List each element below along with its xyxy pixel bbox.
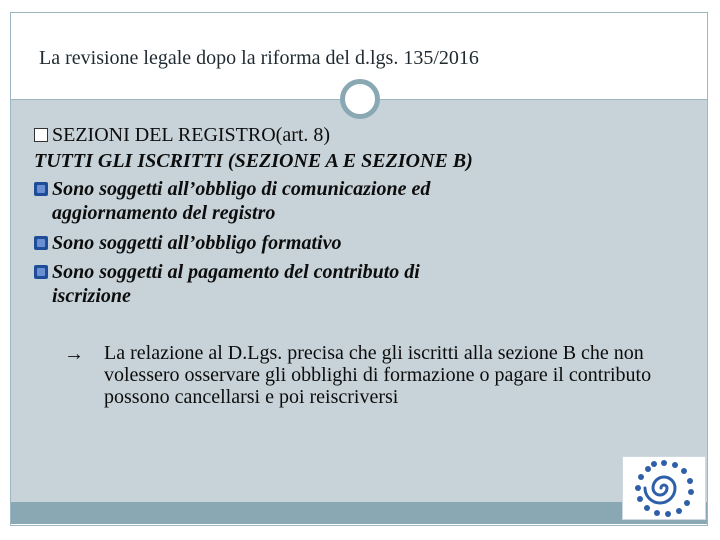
subheading: TUTTI GLI ISCRITTI (SEZIONE A E SEZIONE B) [34, 150, 473, 172]
bullet-item-3 [34, 261, 420, 284]
square-bullet-icon [34, 182, 48, 196]
spiral-sun-logo-icon [622, 456, 706, 520]
divider-circle-icon [340, 79, 380, 119]
logo-graphic [623, 457, 705, 519]
slide-title: La revisione legale dopo la riforma del d.lgs. 135/2016 [39, 47, 479, 69]
section-heading [34, 124, 330, 147]
bullet-text: Sono soggetti all’obbligo di comunicazione ed [52, 178, 431, 200]
bullet-item-3-cont: iscrizione [52, 285, 131, 307]
bullet-item-2 [34, 232, 341, 255]
checkbox-bullet-icon [34, 128, 48, 142]
right-arrow-icon: → [64, 343, 84, 365]
square-bullet-icon [34, 265, 48, 279]
bullet-text: Sono soggetti all’obbligo formativo [52, 232, 342, 254]
bullet-text: Sono soggetti al pagamento del contributo di [52, 261, 420, 283]
bullet-item-1-cont: aggiornamento del registro [52, 202, 276, 224]
bullet-item-1 [34, 178, 430, 201]
section-heading-text: SEZIONI DEL REGISTRO(art. 8) [52, 124, 331, 146]
square-bullet-icon [34, 236, 48, 250]
body-paragraph: La relazione al D.Lgs. precisa che gli iscritti alla sezione B che non volessero osservare gli obblighi di formazione o pagare il contributo possono cancellarsi e poi reiscriversi [104, 342, 652, 408]
